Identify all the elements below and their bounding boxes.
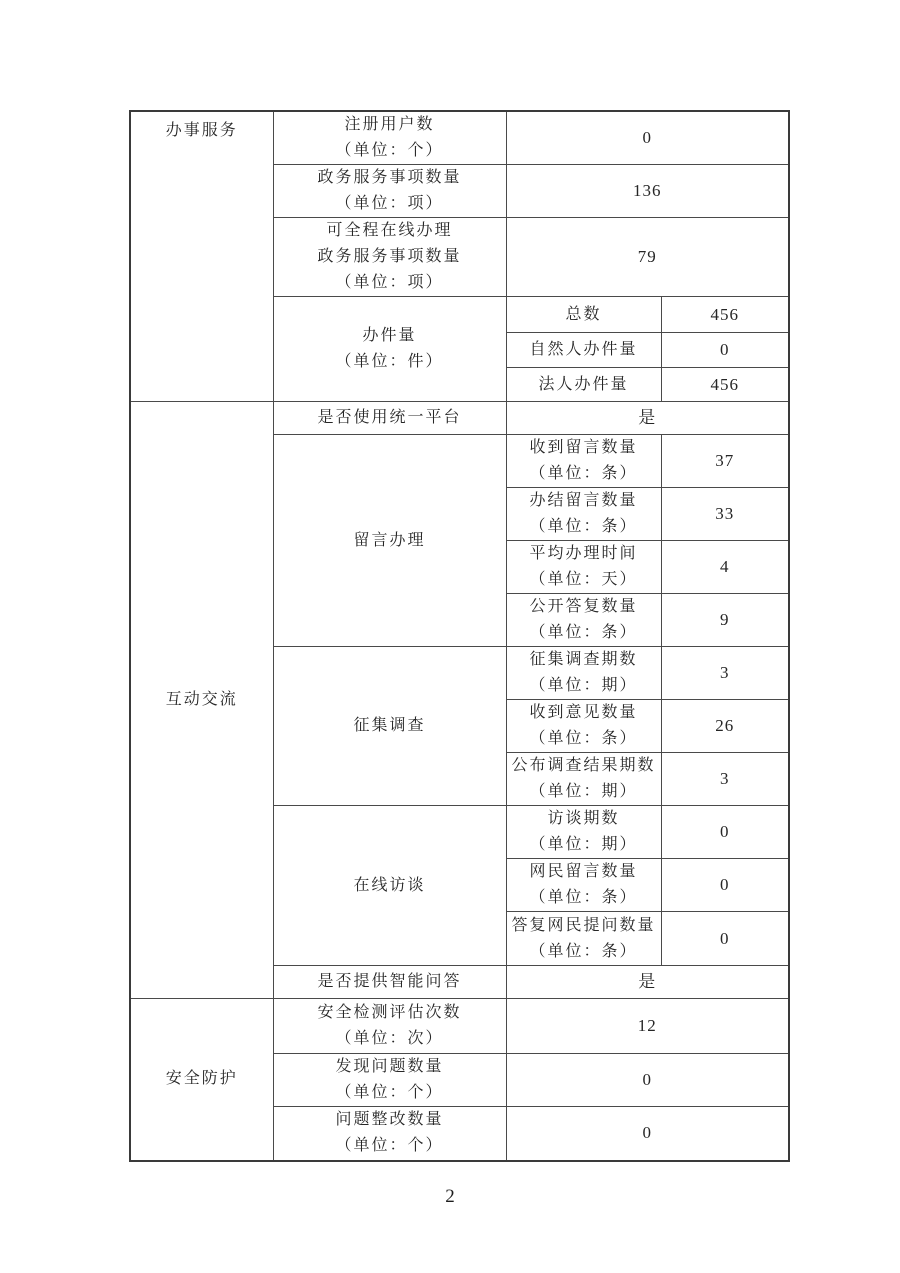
sub-metric-label-cell <box>506 435 661 488</box>
label-text: 发现问题数量 <box>335 1058 444 1075</box>
metric-value-cell: 0 <box>506 111 789 165</box>
unit-text: （单位：条） <box>529 518 638 535</box>
metric-value-cell: 9 <box>661 594 789 647</box>
sub-metric-label-cell <box>506 594 661 647</box>
unit-text: （单位：次） <box>335 1030 444 1047</box>
unit-text: （单位：项） <box>335 195 444 212</box>
metric-value-cell: 136 <box>506 165 789 218</box>
group-label-cell: 征集调查 <box>273 647 506 806</box>
label-text: 收到意见数量 <box>529 704 638 721</box>
metric-value-cell: 0 <box>661 333 789 368</box>
metric-label-cell <box>273 165 506 218</box>
unit-text: （单位：条） <box>529 465 638 482</box>
sub-metric-label-cell <box>506 912 661 966</box>
metric-label-cell: 是否使用统一平台 <box>273 402 506 435</box>
metric-label-cell <box>273 1054 506 1107</box>
category-label: 互动交流 <box>165 691 238 708</box>
unit-text: （单位：个） <box>335 1084 444 1101</box>
sub-metric-label-cell: 总数 <box>506 297 661 333</box>
unit-text: （单位：条） <box>529 889 638 906</box>
metric-value-cell: 12 <box>506 999 789 1054</box>
label-text: 收到留言数量 <box>529 439 638 456</box>
unit-text: （单位：期） <box>529 836 638 853</box>
metric-value-cell: 是 <box>506 966 789 999</box>
metric-value-cell: 456 <box>661 368 789 402</box>
sub-metric-label-cell <box>506 541 661 594</box>
label-text: 访谈期数 <box>547 810 620 827</box>
label-text: 政务服务事项数量 <box>317 248 462 265</box>
unit-text: （单位：件） <box>335 353 444 370</box>
metric-label-cell <box>273 1107 506 1161</box>
unit-text: （单位：期） <box>529 677 638 694</box>
metric-value-cell: 3 <box>661 753 789 806</box>
label-text: 公布调查结果期数 <box>511 757 656 774</box>
metric-value-cell: 4 <box>661 541 789 594</box>
metric-value-cell: 0 <box>506 1107 789 1161</box>
sub-metric-label-cell: 自然人办件量 <box>506 333 661 368</box>
label-text: 可全程在线办理 <box>326 222 453 239</box>
sub-metric-label-cell <box>506 859 661 912</box>
metric-value-cell: 0 <box>506 1054 789 1107</box>
metric-label-cell <box>273 111 506 165</box>
category-cell-services <box>130 111 273 402</box>
unit-text: （单位：个） <box>335 142 444 159</box>
metric-value-cell: 0 <box>661 912 789 966</box>
sub-metric-label-cell <box>506 753 661 806</box>
category-cell-interaction <box>130 402 273 999</box>
label-text: 办结留言数量 <box>529 492 638 509</box>
metric-value-cell: 456 <box>661 297 789 333</box>
category-label: 办事服务 <box>165 122 238 139</box>
group-label-cell: 在线访谈 <box>273 806 506 966</box>
metric-label-cell <box>273 999 506 1054</box>
metric-value-cell: 3 <box>661 647 789 700</box>
metric-label-cell <box>273 218 506 297</box>
metric-value-cell: 是 <box>506 402 789 435</box>
label-text: 问题整改数量 <box>335 1111 444 1129</box>
metric-value-cell: 26 <box>661 700 789 753</box>
metric-value-cell: 79 <box>506 218 789 297</box>
unit-text: （单位：天） <box>529 571 638 588</box>
page-number: 2 <box>445 1186 455 1207</box>
unit-text: （单位：个） <box>335 1137 444 1155</box>
label-text: 办件量 <box>362 327 417 344</box>
label-text: 平均办理时间 <box>529 545 638 562</box>
sub-metric-label-cell <box>506 700 661 753</box>
metric-value-cell: 0 <box>661 806 789 859</box>
label-text: 政务服务事项数量 <box>317 169 462 186</box>
group-label-cell: 留言办理 <box>273 435 506 647</box>
unit-text: （单位：项） <box>335 274 444 291</box>
label-text: 征集调查期数 <box>529 651 638 668</box>
metric-value-cell: 37 <box>661 435 789 488</box>
metric-value-cell: 0 <box>661 859 789 912</box>
metric-label-cell: 是否提供智能问答 <box>273 966 506 999</box>
annual-report-statistics-table <box>129 110 790 1162</box>
category-label: 安全防护 <box>165 1070 238 1088</box>
sub-metric-label-cell <box>506 488 661 541</box>
sub-metric-label-cell <box>506 806 661 859</box>
unit-text: （单位：条） <box>529 624 638 641</box>
label-text: 答复网民提问数量 <box>511 916 656 934</box>
label-text: 网民留言数量 <box>529 863 638 880</box>
sub-metric-label-cell <box>506 647 661 700</box>
unit-text: （单位：条） <box>529 730 638 747</box>
category-cell-security <box>130 999 273 1161</box>
label-text: 安全检测评估次数 <box>317 1004 462 1021</box>
unit-text: （单位：条） <box>529 942 638 960</box>
sub-metric-label-cell: 法人办件量 <box>506 368 661 402</box>
metric-value-cell: 33 <box>661 488 789 541</box>
label-text: 注册用户数 <box>344 116 435 133</box>
unit-text: （单位：期） <box>529 783 638 800</box>
label-text: 公开答复数量 <box>529 598 638 615</box>
group-label-cell <box>273 297 506 402</box>
